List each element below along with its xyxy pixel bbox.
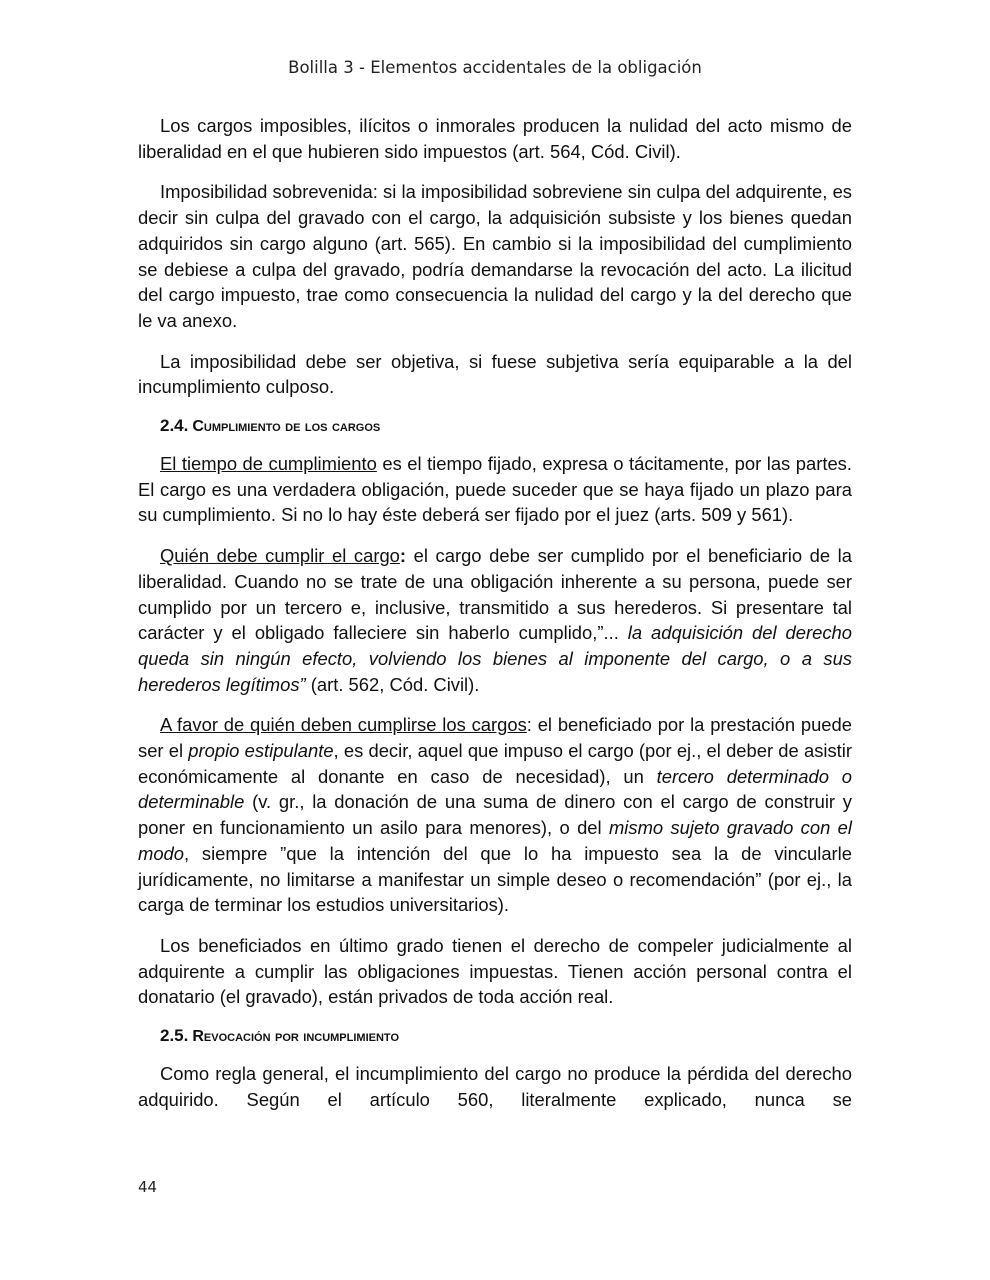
paragraph-text: , es decir, aquel que impuso el cargo (por ej., el deber de asistir económicamente al donante en caso de necesidad), un bbox=[138, 740, 852, 787]
paragraph-text: (v. gr., la donación de una suma de dinero con el cargo de construir y poner en funcionamiento un asilo para menores), o del bbox=[138, 791, 852, 839]
paragraph-text: es el tiempo fijado, expresa o tácitamente, por las partes. El cargo es una verdadera obligación, puede suceder que se haya fijado un plazo para su cumplimiento. Si no lo hay éste deberá ser fijado por el juez (arts. 509 y 561). bbox=[138, 453, 852, 526]
section-heading-2-5 bbox=[160, 1025, 852, 1048]
paragraph-text: el cargo debe ser cumplido por el beneficiario de la liberalidad. Cuando no se trate de una obligación inherente a su persona, puede ser cumplido por un tercero e, inclusive, transmitido a sus herederos. Si presentare tal carácter y el obligado falleciere sin haberlo cumplido,”... bbox=[138, 545, 852, 644]
paragraph-a-favor-de-quien bbox=[138, 712, 852, 918]
paragraph-beneficiados: Los beneficiados en último grado tienen el derecho de compeler judicialmente al adquirente a cumplir las obligaciones impuestas. Tienen acción personal contra el donatario (el gravado), están privados de toda acción real. bbox=[138, 934, 852, 1008]
paragraph-text: (art. 562, Cód. Civil). bbox=[305, 673, 480, 695]
paragraph-imposibilidad-objetiva: La imposibilidad debe ser objetiva, si fuese subjetiva sería equiparable a la del incumplimiento culposo. bbox=[138, 350, 852, 398]
underlined-term: A favor de quién deben cumplirse los cargos bbox=[160, 714, 527, 736]
paragraph-tiempo-cumplimiento bbox=[138, 451, 852, 528]
paragraph-text: : el beneficiado por la prestación puede ser el bbox=[138, 714, 852, 762]
section-title: Revocación por incumplimiento bbox=[192, 1028, 399, 1046]
paragraph-cargos-imposibles: Los cargos imposibles, ilícitos o inmorales producen la nulidad del acto mismo de liberalidad en el que hubieren sido impuestos (art. 564, Cód. Civil). bbox=[138, 115, 852, 162]
page-header: Bolilla 3 - Elementos accidentales de la obligación bbox=[288, 58, 702, 77]
paragraph-regla-general: Como regla general, el incumplimiento del cargo no produce la pérdida del derecho adquirido. Según el artículo 560, literalmente explicado, nunca se bbox=[138, 1063, 852, 1110]
section-number: 2.5. bbox=[160, 1026, 189, 1046]
paragraph-imposibilidad-sobrevenida: Imposibilidad sobrevenida: si la imposibilidad sobreviene sin culpa del adquirente, es decir sin culpa del gravado con el cargo, la adquisición subsiste y los bienes quedan adquiridos sin cargo alguno (art. 565). En cambio si la imposibilidad del cumplimiento se debiese a culpa del gravado, podría demandarse la revocación del acto. La ilicitud del cargo impuesto, trae como consecuencia la nulidad del cargo y la del derecho que le va anexo. bbox=[138, 181, 852, 331]
italic-term: propio estipulante bbox=[188, 740, 334, 762]
colon: : bbox=[399, 545, 407, 567]
italic-quote: la adquisición del derecho queda sin ningún efecto, volviendo los bienes al imponente del cargo, o a sus herederos legítimos” bbox=[138, 622, 852, 695]
document-body bbox=[138, 113, 852, 1128]
paragraph-quien-debe-cumplir bbox=[138, 543, 852, 697]
section-heading-2-4 bbox=[160, 415, 852, 438]
underlined-term: El tiempo de cumplimiento bbox=[160, 453, 377, 475]
italic-term: tercero determinado o determinable bbox=[138, 765, 853, 813]
section-title: Cumplimiento de los cargos bbox=[192, 418, 381, 436]
paragraph-text: , siempre ”que la intención del que lo ha impuesto sea la de vincularle jurídicamente, no limitarse a manifestar un simple deseo o recomendación” (por ej., la carga de terminar los estudios universitarios). bbox=[138, 842, 852, 916]
underlined-term: Quién debe cumplir el cargo bbox=[160, 545, 400, 567]
italic-term: mismo sujeto gravado con el modo bbox=[138, 817, 852, 864]
page-number: 44 bbox=[138, 1178, 158, 1196]
section-number: 2.4. bbox=[160, 416, 189, 436]
